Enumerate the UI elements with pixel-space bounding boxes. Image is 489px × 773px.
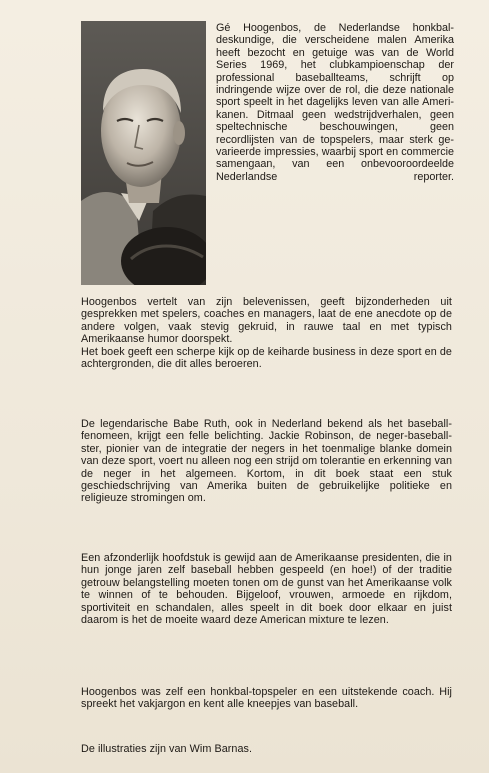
paragraph-topspeler: Hoogenbos was zelf een honkbal-topspeler en een uitstekende coach. Hij spreekt het vakjargon en kent alle kneepjes van baseball. (81, 686, 452, 711)
intro-paragraph: Gé Hoogenbos, de Nederlandse honkbal-deskundige, die verscheidene malen Amerika heeft bezocht en getuige was van de World Series 1969, het clubkampioenschap der professional baseballteams, schrijft op indringende wijze over de rol, die deze nationale sport speelt in het dagelijks leven van alle Amerikanen. Ditmaal geen wedstrijdverhalen, geen speltechnische beschouwingen, geen recordlijsten van de topspelers, maar sterk gevarieerde impressies, waarbij sport en commercie samengaan, van een onbevooroordeelde Nederlandse reporter. (216, 22, 454, 183)
portrait-photo-icon (81, 21, 206, 285)
paragraph-illustraties: De illustraties zijn van Wim Barnas. (81, 743, 253, 755)
paragraph-business: Het boek geeft een scherpe kijk op de keiharde business in deze sport en de achtergronden, die dit alles beroeren. (81, 345, 452, 371)
author-portrait-photo (81, 21, 206, 285)
paragraph-belevenissen: Hoogenbos vertelt van zijn belevenissen, geeft bijzonderheden uit gesprekken met spelers, coaches en managers, laat de ene anecdote op de andere volgen, vaak stevig gekruid, in rauwe taal en met typisch Amerikaanse humor doorspekt. (81, 296, 452, 346)
paragraph-presidenten: Een afzonderlijk hoofdstuk is gewijd aan de Amerikaanse presidenten, die in hun jonge jaren zelf baseball hebben gespeeld (en hoe!) of der traditie getrouw belangstelling moeten tonen om de gunst van het Amerikaanse volk te winnen of te behouden. Bijgeloof, vrouwen, armoede en rijkdom, sportiviteit en schandalen, alles speelt in dit boek door elkaar en juist daarom is het de moeite waard deze American mixture te lezen. (81, 552, 452, 627)
body-paragraph-1 (81, 296, 452, 370)
paragraph-babe-ruth: De legendarische Babe Ruth, ook in Nederland bekend als het baseball-fenomeen, krijgt een felle belichting. Jackie Robinson, de neger-baseball-ster, pionier van de integratie der negers in het toenmalige blanke domein van deze sport, voert nu alleen nog een strijd om tolerantie en erkenning van de neger in het algemeen. Kortom, in dit boek staat een stuk geschiedschrijving van Amerika buiten de gebruikelijke politieke en religieuze stromingen om. (81, 418, 452, 505)
